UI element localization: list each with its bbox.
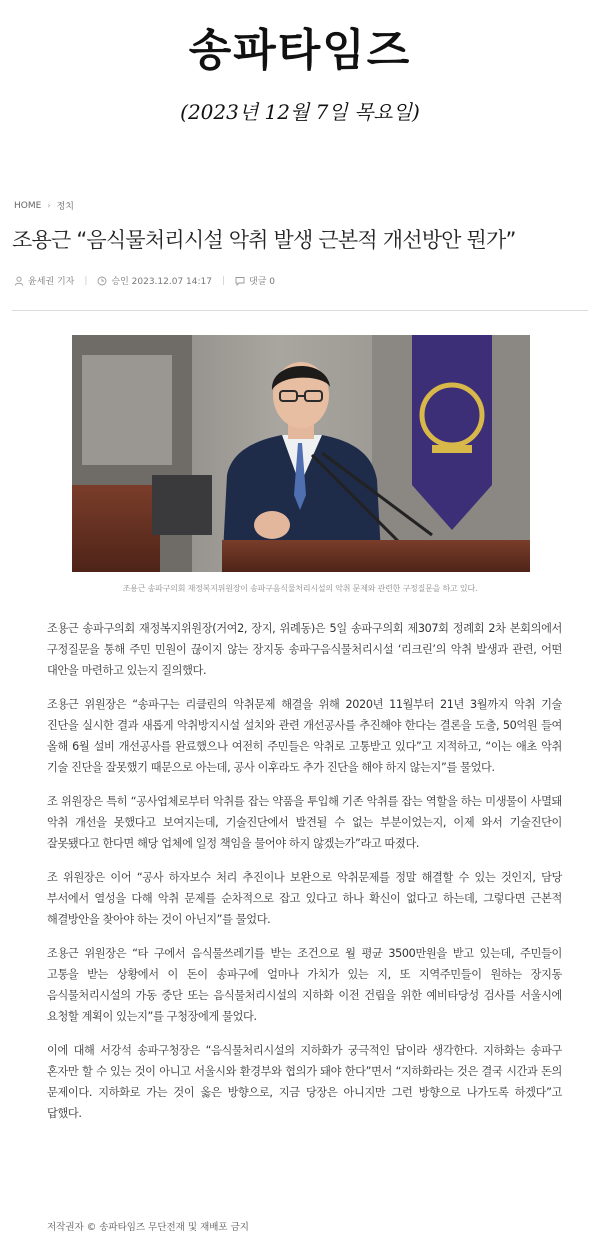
comments-info[interactable] — [235, 274, 275, 287]
breadcrumb-section[interactable]: 정치 — [56, 202, 74, 212]
breadcrumb — [14, 199, 74, 212]
author-name[interactable]: 윤세권 기자 — [28, 277, 75, 287]
meta-divider: | — [84, 275, 88, 286]
author-info — [14, 274, 74, 287]
article-paragraph: 조 위원장은 이어 “공사 하자보수 처리 추진이나 보완으로 악취문제를 정말 해결할 수 있는 것인지, 담당 부서에서 열성을 다해 악취 문제를 순차적으로 잡고 있다고 하나 확신이 없다고 하는데, 그렇다면 근본적 해결방안을 찾아야 하는 것이 아닌지”를 물었다. — [47, 871, 562, 926]
approval-date: 승인 2023.12.07 14:17 — [111, 277, 212, 287]
article-photo — [72, 335, 530, 572]
newspaper-masthead: 송파타임즈 — [188, 25, 412, 76]
breadcrumb-home[interactable]: HOME — [14, 200, 42, 211]
article-headline: 조용근 “음식물처리시설 악취 발생 근본적 개선방안 뭔가” — [12, 228, 516, 252]
approval-info — [97, 274, 212, 287]
copyright-notice: 저작권자 © 송파타임즈 무단전재 및 재배포 금지 — [47, 1222, 249, 1233]
user-icon — [14, 276, 24, 286]
article-paragraph: 조 위원장은 특히 “공사업체로부터 악취를 잡는 약품을 투입해 기존 악취를 잡는 역할을 하는 미생물이 사멸돼 악취 개선을 못했다고 보여지는데, 기술진단에서 발견될 수 없는 부분이었는지, 이제 와서 기술진단이 잘못됐다고 한다면 해당 업체에 일정 책임을 물어야 하지 않겠는가”라고 따졌다. — [47, 795, 562, 850]
photo-caption: 조용근 송파구의회 재정복지위원장이 송파구음식물처리시설의 악취 문제와 관련한 구정질문을 하고 있다. — [122, 584, 478, 593]
clock-icon — [97, 276, 107, 286]
meta-divider: | — [221, 275, 226, 286]
article-paragraph: 조용근 송파구의회 재정복지위원장(거여2, 장지, 위례동)은 5일 송파구의회 제307회 정례회 2차 본회의에서 구정질문을 통해 주민 민원이 끊이지 않는 장지동 송파구음식물처리시설 ‘리크린’의 악취 발생과 관련, 어떤 대안을 마련하고 있는지 질의했다. — [47, 622, 562, 677]
header-divider — [12, 310, 588, 311]
breadcrumb-chevron-icon: › — [47, 201, 51, 210]
article-paragraph: 이에 대해 서강석 송파구청장은 “음식물처리시설의 지하화가 궁극적인 답이라 생각한다. 지하화는 송파구 혼자만 할 수 있는 것이 아니고 서울시와 환경부와 협의가 돼야 한다”면서 “지하화라는 것은 결국 시간과 돈의 문제이다. 지하화로 가는 것이 옳은 방향으로, 지금 당장은 아니지만 그런 방향으로 나가도록 하겠다”고 답했다. — [47, 1044, 562, 1120]
article-body — [47, 618, 562, 1137]
comment-icon — [235, 276, 245, 286]
article-paragraph: 조용근 위원장은 “타 구에서 음식물쓰레기를 받는 조건으로 월 평균 3500만원을 받고 있는데, 주민들이 고통을 받는 상황에서 이 돈이 송파구에 얼마나 가치가 있는 지, 또 지역주민들이 원하는 장지동 음식물처리시설의 가동 중단 또는 음식물처리시설의 지하화 이전 건립을 위한 예비타당성 검사를 서울시에 요청할 계획이 있는지”를 구청장에게 물었다. — [47, 947, 562, 1023]
article-meta — [14, 274, 275, 287]
councilor-speaking-image — [72, 335, 530, 572]
publication-date: (2023년 12월 7일 목요일) — [180, 100, 420, 124]
article-paragraph: 조용근 위원장은 “송파구는 리클린의 악취문제 해결을 위해 2020년 11월부터 21년 3월까지 악취 기술 진단을 실시한 결과 새롭게 악취방지시설 설치와 관련 개선공사를 추진해야 한다는 결론을 도출, 50억원 들여 올해 6월 설비 개선공사를 완료했으나 여전히 주민들은 악취로 고통받고 있다”고 지적하고, “이는 애초 악취 기술 진단을 잘못했기 때문으로 아는데, 공사 이후라도 추가 진단을 해야 하지 않는지”를 물었다. — [47, 698, 562, 774]
comment-count[interactable]: 댓글 0 — [249, 277, 275, 287]
